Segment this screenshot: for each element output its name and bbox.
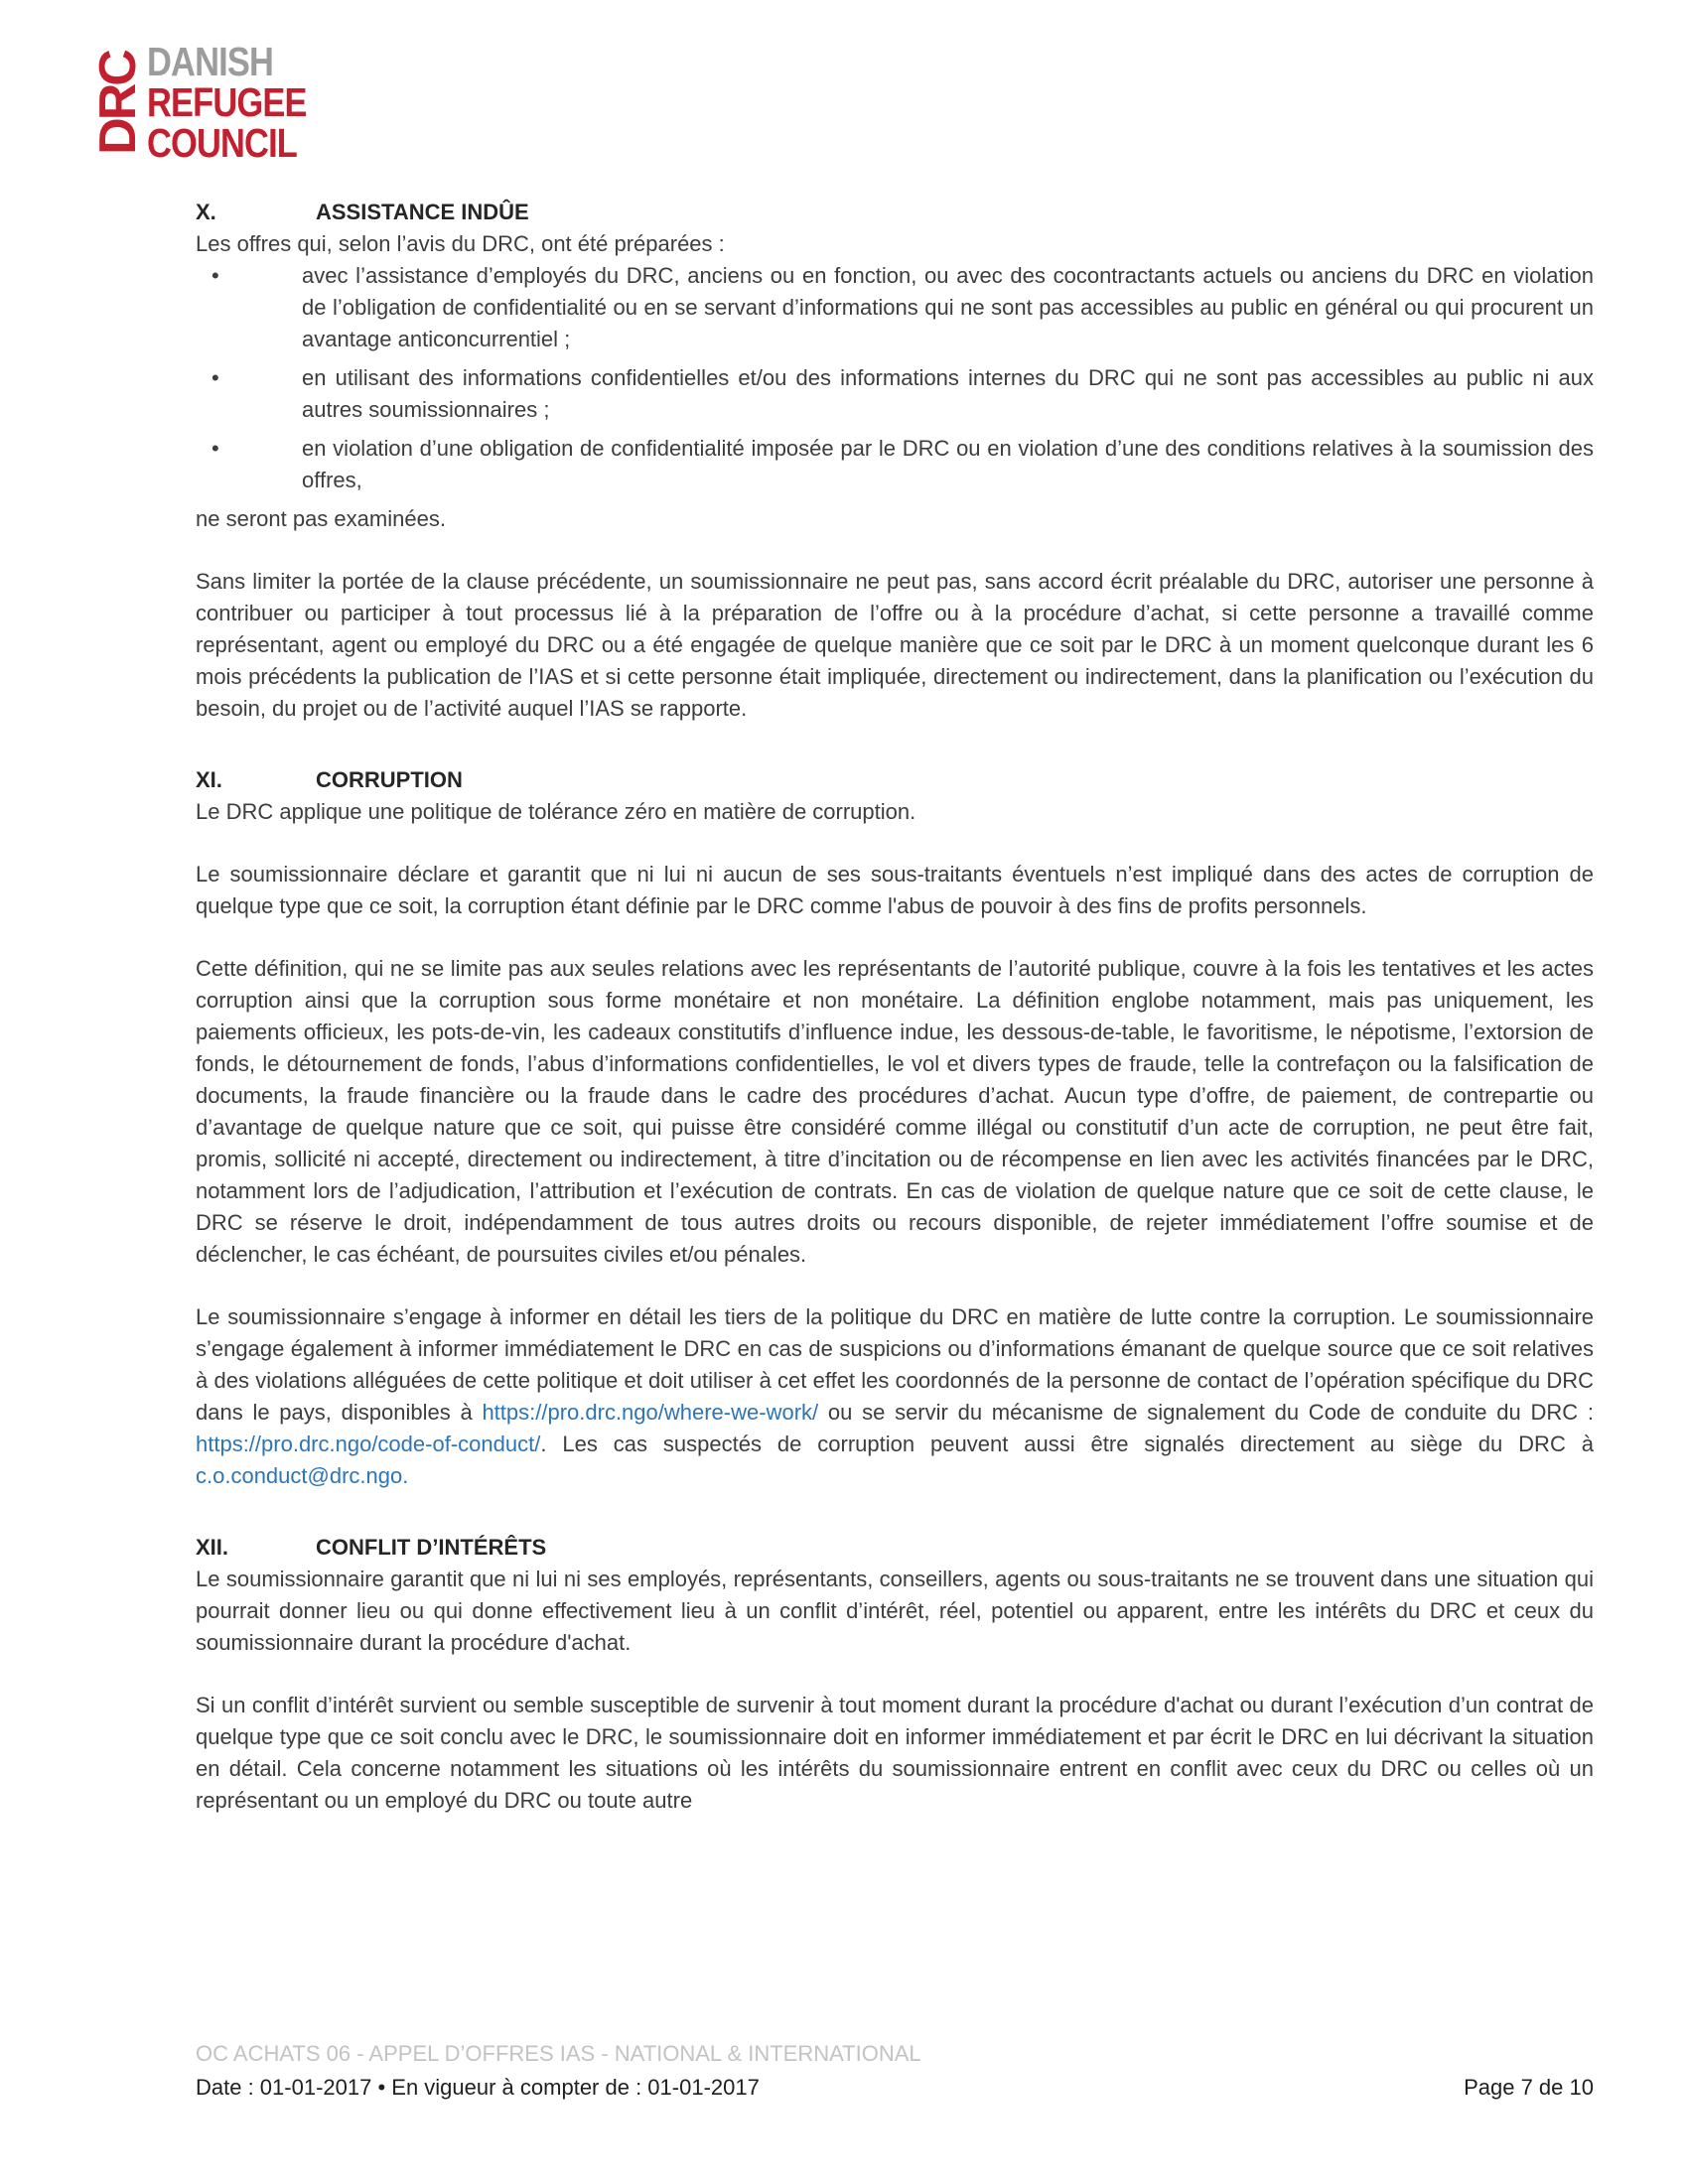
bullet-item: • avec l’assistance d’employés du DRC, anciens ou en fonction, ou avec des cocontractants actuels ou anciens du DRC en violation de l’obligation de confidentialité ou en se servant d’informations qui ne sont pas accessibles au public en général ou qui procurent un avantage anticoncurrentiel ; [196,260,1594,355]
section-xi-paragraph-1: Le DRC applique une politique de tolérance zéro en matière de corruption. [196,799,916,824]
drc-logo-mark [89,42,147,165]
section-xii-number: XII. [196,1535,229,1560]
link-where-we-work[interactable]: https://pro.drc.ngo/where-we-work/ [482,1400,819,1425]
section-x-title: ASSISTANCE INDÛE [316,200,529,224]
section-xi-title: CORRUPTION [316,767,463,792]
section-x-number: X. [196,200,216,224]
link-conduct-email[interactable]: c.o.conduct@drc.ngo. [196,1463,409,1488]
paragraph-text: . Les cas suspectés de corruption peuvent aussi être signalés directement au siège du DRC à [540,1432,1594,1456]
section-xii-paragraph-2: Si un conflit d’intérêt survient ou semble susceptible de survenir à tout moment durant la procédure d'achat ou durant l’exécution d’un contrat de quelque type que ce soit conclu avec le DRC, le soumissionnaire doit en informer immédiatement et par écrit le DRC en lui décrivant la situation en détail. Cela concerne notamment les situations où les intérêts du soumissionnaire entrent en conflit avec ceux du DRC ou celles où un représentant ou un employé du DRC ou toute autre [196,1693,1594,1813]
section-xi-number: XI. [196,767,222,792]
section-x-bullet-list [196,260,1594,496]
section-xii-heading [196,1532,1594,1564]
bullet-item: • en utilisant des informations confidentielles et/ou des informations internes du DRC qui ne sont pas accessibles au public ni aux autres soumissionnaires ; [196,362,1594,426]
drc-logo-vertical-text: DRC [89,52,147,155]
section-xi-paragraph-3: Cette définition, qui ne se limite pas aux seules relations avec les représentants de l’autorité publique, couvre à la fois les tentatives et les actes corruption ainsi que la corruption sous forme monétaire et non monétaire. La définition englobe notamment, mais pas uniquement, les paiements officieux, les pots-de-vin, les cadeaux constitutifs d’influence indue, les dessous-de-table, le favoritisme, le népotisme, l’extorsion de fonds, le détournement de fonds, l’abus d’informations confidentielles, le vol et divers types de fraude, telle la contrefaçon ou la falsification de documents, la fraude financière ou la fraude dans le cadre des procédures d’achat. Aucun type d’offre, de paiement, de contrepartie ou d’avantage de quelque nature que ce soit, qui puisse être considéré comme illégal ou constitutif d’un acte de corruption, ne peut être fait, promis, sollicité ni accepté, directement ou indirectement, à titre d’incitation ou de récompense en lien avec les activités financées par le DRC, notamment lors de l’adjudication, l’attribution et l’exécution de contrats. En cas de violation de quelque nature que ce soit de cette clause, le DRC se réserve le droit, indépendamment de tous autres droits ou recours disponible, de rejeter immédiatement l’offre soumise et de déclencher, le cas échéant, de poursuites civiles et/ou pénales. [196,956,1594,1267]
drc-logo-words [147,39,307,166]
section-xii-title: CONFLIT D’INTÉRÊTS [316,1535,547,1560]
section-xi-paragraph-2: Le soumissionnaire déclare et garantit que ni lui ni aucun de ses sous-traitants éventuels n’est impliqué dans des actes de corruption de quelque type que ce soit, la corruption étant définie par le DRC comme l'abus de pouvoir à des fins de profits personnels. [196,862,1594,918]
bullet-item: • en violation d’une obligation de confidentialité imposée par le DRC ou en violation d’une des conditions relatives à la soumission des offres, [196,433,1594,496]
footer-page-number: Page 7 de 10 [1464,2075,1594,2100]
drc-logo [89,39,337,166]
page-footer [196,2039,1594,2103]
link-code-of-conduct[interactable]: https://pro.drc.ngo/code-of-conduct/ [196,1432,541,1456]
section-xi-paragraph-4 [196,1301,1594,1492]
section-x-intro: Les offres qui, selon l’avis du DRC, ont été préparées : [196,231,725,256]
logo-word-refugee: REFUGEE [147,79,307,125]
section-x-outro: ne seront pas examinées. [196,506,446,531]
paragraph-text: ou se servir du mécanisme de signalement du Code de conduite du DRC : [818,1400,1594,1425]
footer-doc-ref: OC ACHATS 06 - APPEL D’OFFRES IAS - NATIONAL & INTERNATIONAL [196,2041,921,2066]
section-x-heading [196,197,1594,228]
paragraph-text: Le soumissionnaire s’engage à informer en détail les tiers de la politique du DRC en matière de lutte contre la corruption. Le soumissionnaire s’engage également à informer immédiatement le DRC en cas de suspicions ou d’informations émanant de quelque source que ce soit relatives à des violations alléguées de cette politique et doit utiliser à cet effet les coordonnés de la personne de contact de l’opération spécifique du DRC dans le pays, disponibles à [196,1304,1594,1425]
logo-word-council: COUNCIL [147,120,298,166]
section-x-paragraph-2: Sans limiter la portée de la clause précédente, un soumissionnaire ne peut pas, sans accord écrit préalable du DRC, autoriser une personne à contribuer ou participer à tout processus lié à la préparation de l’offre ou à la procédure d’achat, si cette personne a travaillé comme représentant, agent ou employé du DRC ou a été engagée de quelque manière que ce soit par le DRC à un moment quelconque durant les 6 mois précédents la publication de l’IAS et si cette personne était impliquée, directement ou indirectement, dans la planification ou l’exécution du besoin, du projet ou de l’activité auquel l’IAS se rapporte. [196,569,1594,721]
section-xii-paragraph-1: Le soumissionnaire garantit que ni lui ni ses employés, représentants, conseillers, agents ou sous-traitants ne se trouvent dans une situation qui pourrait donner lieu ou qui donne effectivement lieu à un conflit d’intérêt, réel, potentiel ou apparent, entre les intérêts du DRC et ceux du soumissionnaire durant la procédure d'achat. [196,1567,1594,1655]
logo-word-danish: DANISH [147,39,273,84]
section-xi-heading [196,764,1594,796]
document-body [196,197,1594,1817]
footer-date: Date : 01-01-2017 • En vigueur à compter de : 01-01-2017 [196,2075,760,2100]
